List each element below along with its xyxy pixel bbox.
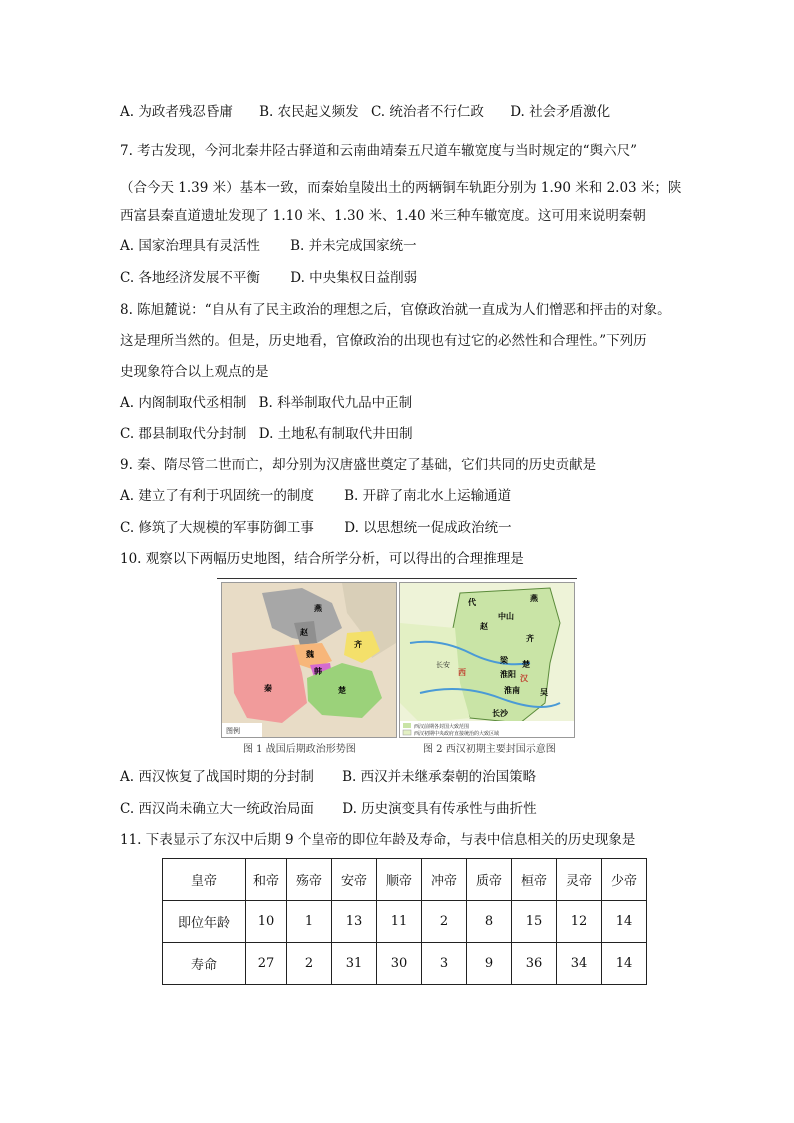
map2-label-zhongshan: 中山	[498, 612, 514, 621]
map2-label-huainan: 淮南	[504, 686, 520, 695]
table-cell: 30	[377, 943, 422, 985]
map2-label-chu: 楚	[522, 660, 530, 669]
map1-label-qin: 秦	[264, 684, 272, 693]
table-cell: 36	[512, 943, 557, 985]
q7-stem-line3: 西富县秦直道遗址发现了 1.10 米、1.30 米、1.40 米三种车辙宽度。这可用来说明秦朝	[120, 208, 646, 224]
q9-options-row1	[120, 486, 511, 506]
table-row	[163, 943, 647, 985]
q9-option-a: A. 建立了有利于巩固统一的制度	[120, 488, 314, 504]
q8-option-c: C. 郡县制取代分封制	[120, 426, 247, 442]
q10-options-row1	[120, 767, 536, 787]
table-cell: 12	[557, 901, 602, 943]
table-row	[163, 901, 647, 943]
q8-stem-line2: 这是理所当然的。但是，历史地看，官僚政治的出现也有过它的必然性和合理性。”下列历	[120, 333, 647, 349]
map2-label-changsha: 长沙	[492, 709, 508, 718]
map2-caption: 图 2 西汉初期主要封国示意图	[423, 744, 556, 755]
map1-label-chu: 楚	[338, 686, 346, 695]
q7-option-a: A. 国家治理具有灵活性	[120, 238, 260, 254]
q6-option-d: D. 社会矛盾激化	[510, 104, 611, 120]
table-cell: 3	[422, 943, 467, 985]
table-cell: 15	[512, 901, 557, 943]
map-western-han	[399, 582, 575, 738]
q8-option-b: B. 科举制取代九品中正制	[258, 395, 413, 411]
map2-label-changan: 长安	[436, 661, 450, 669]
q6-option-a: A. 为政者残忍昏庸	[120, 104, 233, 120]
q10-stem: 10. 观察以下两幅历史地图，结合所学分析，可以得出的合理推理是	[120, 551, 524, 567]
table-cell: 10	[246, 901, 287, 943]
map2-legend-item-1: 西汉前期各封国大致范围	[414, 724, 470, 730]
table-cell: 1	[287, 901, 332, 943]
map1-label-wei: 魏	[306, 650, 314, 659]
q9-options-row2	[120, 518, 512, 538]
map1-label-qi: 齐	[354, 640, 362, 649]
table-cell: 和帝	[246, 859, 287, 901]
q7-option-b: B. 并未完成国家统一	[290, 238, 417, 254]
table-cell: 13	[332, 901, 377, 943]
q8-options-row2	[120, 424, 413, 444]
map2-label-zhao: 赵	[480, 622, 488, 631]
map2-label-xi: 西	[458, 668, 466, 677]
map2-label-qi: 齐	[526, 634, 534, 643]
map2-legend-item-2: 西汉初期中央政府直接统治的大致区域	[414, 731, 500, 737]
q9-option-b: B. 开辟了南北水上运输通道	[344, 488, 512, 504]
table-cell: 11	[377, 901, 422, 943]
q8-stem-line3: 史现象符合以上观点的是	[120, 364, 269, 380]
q9-option-d: D. 以思想统一促成政治统一	[344, 520, 512, 536]
map2-label-liang: 梁	[500, 656, 508, 665]
map1-label-han: 韩	[314, 667, 322, 676]
table-cell: 安帝	[332, 859, 377, 901]
table-cell: 2	[422, 901, 467, 943]
q10-option-b: B. 西汉并未继承秦朝的治国策略	[342, 769, 537, 785]
emperor-table	[162, 858, 647, 985]
q6-option-c: C. 统治者不行仁政	[370, 104, 484, 120]
q7-stem-line2: （合今天 1.39 米）基本一致，而秦始皇陵出土的两辆铜车轨距分别为 1.90 米和 2.03 米；陕	[120, 180, 682, 196]
q8-options-row1	[120, 393, 412, 413]
q9-stem: 9. 秦、隋尽管二世而亡，却分别为汉唐盛世奠定了基础，它们共同的历史贡献是	[120, 457, 597, 473]
q9-option-c: C. 修筑了大规模的军事防御工事	[120, 520, 314, 536]
table-cell: 34	[557, 943, 602, 985]
q10-option-d: D. 历史演变具有传承性与曲折性	[342, 801, 537, 817]
map1-legend-title: 图例	[226, 727, 240, 735]
map2-label-wu: 吴	[540, 688, 548, 697]
table-header-label: 皇帝	[163, 859, 246, 901]
table-cell: 27	[246, 943, 287, 985]
q10-option-c: C. 西汉尚未确立大一统政治局面	[120, 801, 314, 817]
q10-options-row2	[120, 799, 537, 819]
q10-maps	[217, 578, 577, 760]
q8-stem-line1: 8. 陈旭麓说：“自从有了民主政治的理想之后，官僚政治就一直成为人们憎恶和抨击的对象。	[120, 302, 671, 318]
table-cell: 顺帝	[377, 859, 422, 901]
q7-options-row2	[120, 268, 417, 288]
q8-option-a: A. 内阁制取代丞相制	[120, 395, 247, 411]
q7-option-d: D. 中央集权日益削弱	[290, 270, 418, 286]
table-row-label: 寿命	[163, 943, 246, 985]
q7-options-row1	[120, 236, 417, 256]
q10-option-a: A. 西汉恢复了战国时期的分封制	[120, 769, 314, 785]
map2-label-dai: 代	[468, 598, 476, 607]
table-cell: 2	[287, 943, 332, 985]
q7-stem-line1: 7. 考古发现，今河北秦井陉古驿道和云南曲靖秦五尺道车辙宽度与当时规定的“舆六尺”	[120, 143, 637, 159]
map1-label-yan: 燕	[314, 604, 322, 613]
table-row-label: 即位年龄	[163, 901, 246, 943]
table-cell: 灵帝	[557, 859, 602, 901]
q7-option-c: C. 各地经济发展不平衡	[120, 270, 260, 286]
table-cell: 桓帝	[512, 859, 557, 901]
q8-option-d: D. 土地私有制取代井田制	[258, 426, 413, 442]
table-cell: 8	[467, 901, 512, 943]
q11-stem: 11. 下表显示了东汉中后期 9 个皇帝的即位年龄及寿命，与表中信息相关的历史现象是	[120, 832, 636, 848]
map1-label-zhao: 赵	[300, 628, 308, 637]
map2-label-yan: 燕	[530, 594, 538, 603]
q6-option-b: B. 农民起义频发	[259, 104, 359, 120]
map2-label-han: 汉	[520, 674, 528, 683]
maps-top-rule	[217, 578, 577, 579]
table-cell: 14	[602, 901, 647, 943]
table-cell: 少帝	[602, 859, 647, 901]
table-cell: 9	[467, 943, 512, 985]
map1-caption: 图 1 战国后期政治形势图	[243, 744, 356, 755]
table-cell: 殇帝	[287, 859, 332, 901]
table-cell: 质帝	[467, 859, 512, 901]
table-cell: 冲帝	[422, 859, 467, 901]
table-cell: 31	[332, 943, 377, 985]
table-cell: 14	[602, 943, 647, 985]
map-warring-states	[221, 582, 397, 738]
map2-label-huaiyang: 淮阳	[500, 670, 516, 679]
table-row	[163, 859, 647, 901]
q6-options	[120, 102, 610, 122]
